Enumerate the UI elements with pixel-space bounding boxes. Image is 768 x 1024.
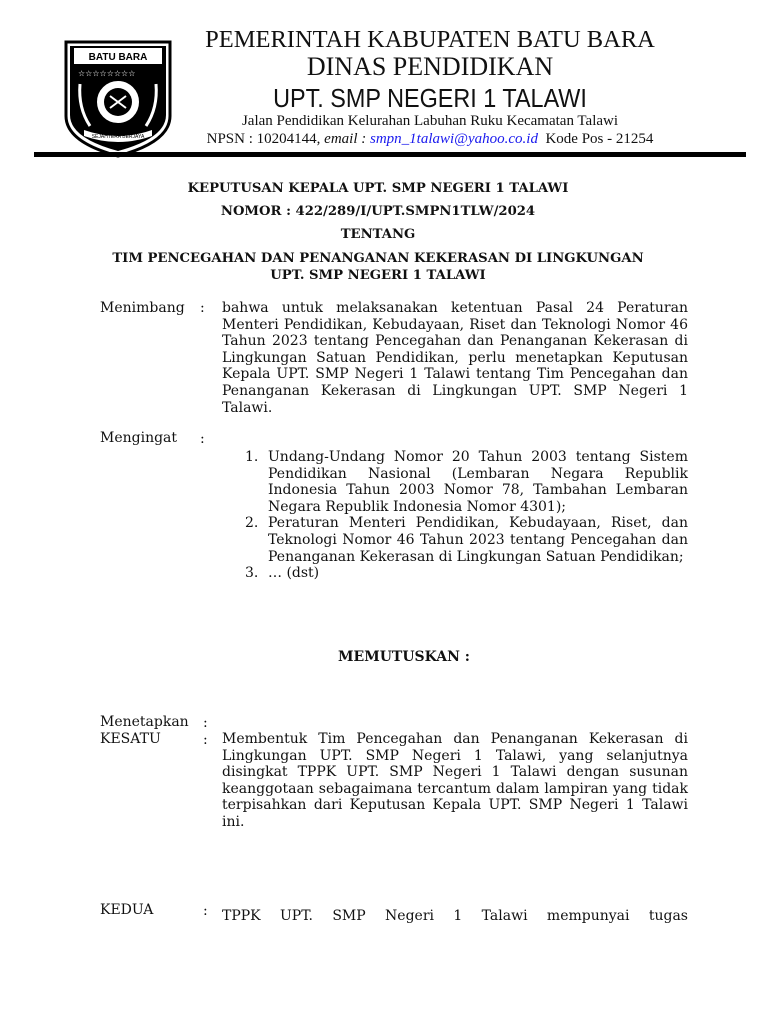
mengingat-colon: : (200, 431, 205, 447)
regency-logo (60, 38, 176, 158)
kesatu-text: Membentuk Tim Pencegahan dan Penanganan Kekerasan di Lingkungan UPT. SMP Negeri 1 Talawi, yang selanjutnya disingkat TPPK UPT. SMP Negeri 1 Talawi dengan susunan keanggotaan sebagaimana tercantum dalam lampiran yang tidak terpisahkan dari Keputusan Kepala UPT. SMP Negeri 1 Talawi ini. (222, 731, 688, 830)
kop-contact (160, 130, 700, 148)
kop-school: UPT. SMP NEGERI 1 TALAWI (273, 83, 587, 113)
mengingat-list (222, 449, 688, 582)
decree-subject-1: TIM PENCEGAHAN DAN PENANGANAN KEKERASAN DI LINGKUNGAN (112, 251, 644, 266)
kop-department: DINAS PENDIDIKAN (306, 52, 554, 81)
menimbang-colon: : (200, 300, 205, 316)
npsn-text: NPSN : 10204144, (206, 131, 325, 147)
decree-title: KEPUTUSAN KEPALA UPT. SMP NEGERI 1 TALAWI (187, 181, 569, 196)
menimbang-text: bahwa untuk melaksanakan ketentuan Pasal 24 Peraturan Menteri Pendidikan, Kebudayaan, Riset dan Teknologi Nomor 46 Tahun 2023 tentang Pencegahan dan Penanganan Kekerasan di Lingkungan Satuan Pendidikan, perlu menetapkan Keputusan Kepala UPT. SMP Negeri 1 Talawi tentang Tim Pencegahan dan Penanganan Kekerasan di Lingkungan UPT. SMP Negeri 1 Talawi. (222, 300, 688, 416)
decree-about: TENTANG (340, 227, 416, 242)
kedua-label: KEDUA (100, 902, 154, 918)
menimbang-label: Menimbang (100, 300, 185, 316)
kop-government: PEMERINTAH KABUPATEN BATU BARA (205, 26, 655, 53)
mengingat-label: Mengingat (100, 430, 178, 446)
decree-number: NOMOR : 422/289/I/UPT.SMPN1TLW/2024 (220, 204, 536, 219)
kesatu-colon: : (203, 732, 208, 748)
kedua-text: TPPK UPT. SMP Negeri 1 Talawi mempunyai tugas (222, 908, 688, 924)
menetapkan-colon: : (203, 715, 208, 731)
svg-text:☆☆☆☆☆☆☆☆: ☆☆☆☆☆☆☆☆ (78, 69, 136, 78)
email-label: email : (324, 131, 370, 147)
logo-text-top: BATU BARA (88, 52, 148, 63)
email-link[interactable]: smpn_1talawi@yahoo.co.id (369, 131, 538, 147)
memutuskan-heading: MEMUTUSKAN : (338, 649, 470, 665)
decree-subject-2: UPT. SMP NEGERI 1 TALAWI (270, 268, 486, 283)
logo-text-bottom: SEJAHTERA BERJAYA (91, 134, 145, 140)
list-item: 1. Undang-Undang Nomor 20 Tahun 2003 tentang Sistem Pendidikan Nasional (Lembaran Negara Republik Indonesia Tahun 2003 Nomor 78, Tambahan Lembaran Negara Republik Indonesia Nomor 4301); (245, 449, 688, 515)
kesatu-label: KESATU (100, 731, 161, 747)
postal-code: Kode Pos - 21254 (545, 131, 654, 147)
list-item: 3. … (dst) (245, 565, 320, 582)
kedua-colon: : (203, 903, 208, 919)
letterhead-rule (34, 152, 746, 157)
menetapkan-label: Menetapkan (100, 714, 189, 730)
list-item: 2. Peraturan Menteri Pendidikan, Kebudayaan, Riset, dan Teknologi Nomor 46 Tahun 2023 tentang Pencegahan dan Penanganan Kekerasan di Lingkungan Satuan Pendidikan; (245, 515, 688, 565)
kop-address: Jalan Pendidikan Kelurahan Labuhan Ruku Kecamatan Talawi (241, 113, 619, 129)
